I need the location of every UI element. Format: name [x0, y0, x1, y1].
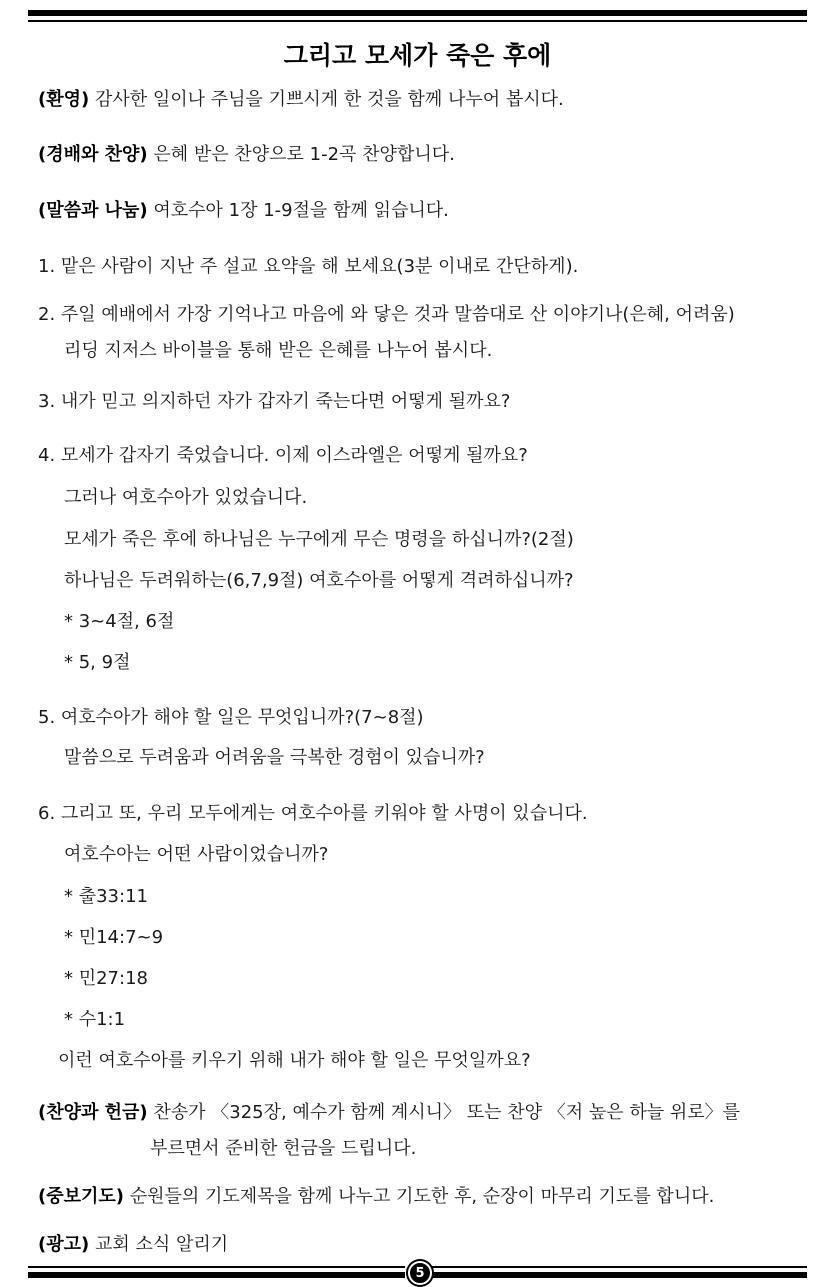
word-text: 여호수아 1장 1-9절을 함께 읽습니다.	[147, 200, 449, 221]
prayer-text: 순원들의 기도제목을 함께 나누고 기도한 후, 순장이 마무리 기도를 합니다.	[124, 1186, 715, 1207]
top-rule-thin	[28, 20, 807, 22]
question-6: 6. 그리고 또, 우리 모두에게는 여호수아를 키워야 할 사명이 있습니다.	[38, 803, 588, 824]
word-label: (말씀과 나눔)	[38, 200, 148, 221]
worship-label: (경배와 찬양)	[38, 144, 148, 165]
worship-line	[38, 144, 455, 166]
bottom-rule-thick-right	[430, 1272, 807, 1278]
question-2-cont: 리딩 지저스 바이블을 통해 받은 은혜를 나누어 봅시다.	[64, 340, 493, 361]
bottom-rule-thin-left	[28, 1266, 405, 1268]
question-6-line-f: 이런 여호수아를 키우기 위해 내가 해야 할 일은 무엇일까요?	[58, 1050, 531, 1071]
question-6-ref-b: * 민14:7~9	[64, 927, 164, 948]
welcome-label: (환영)	[38, 89, 90, 110]
question-1: 1. 맡은 사람이 지난 주 설교 요약을 해 보세요(3분 이내로 간단하게).	[38, 256, 579, 277]
question-5-line-a: 말씀으로 두려움과 어려움을 극복한 경험이 있습니까?	[64, 747, 485, 768]
bottom-rule-thick-left	[28, 1272, 405, 1278]
notice-text: 교회 소식 알리기	[89, 1234, 229, 1255]
prayer-line	[38, 1186, 714, 1208]
welcome-text: 감사한 일이나 주님을 기쁘시게 한 것을 함께 나누어 봅시다.	[89, 89, 564, 110]
praise-line	[38, 1102, 740, 1124]
question-6-ref-a: * 출33:11	[64, 886, 148, 907]
question-5: 5. 여호수아가 해야 할 일은 무엇입니까?(7~8절)	[38, 707, 424, 728]
welcome-line	[38, 89, 564, 111]
question-4: 4. 모세가 갑자기 죽었습니다. 이제 이스라엘은 어떻게 될까요?	[38, 445, 528, 466]
question-4-ref-b: * 5, 9절	[64, 652, 131, 673]
question-3: 3. 내가 믿고 의지하던 자가 갑자기 죽는다면 어떻게 될까요?	[38, 391, 511, 412]
question-4-ref-a: * 3~4절, 6절	[64, 611, 175, 632]
question-4-line-c: 하나님은 두려워하는(6,7,9절) 여호수아를 어떻게 격려하십니까?	[64, 570, 574, 591]
notice-line	[38, 1234, 228, 1256]
question-4-line-a: 그러나 여호수아가 있었습니다.	[64, 487, 308, 508]
question-6-ref-c: * 민27:18	[64, 968, 148, 989]
prayer-label: (중보기도)	[38, 1186, 125, 1207]
praise-label: (찬양과 헌금)	[38, 1102, 148, 1123]
page-number-badge: 5	[408, 1261, 432, 1285]
bottom-rule-thin-right	[430, 1266, 807, 1268]
page-title: 그리고 모세가 죽은 후에	[283, 41, 552, 70]
question-4-line-b: 모세가 죽은 후에 하나님은 누구에게 무슨 명령을 하십니까?(2절)	[64, 529, 574, 550]
worship-text: 은혜 받은 찬양으로 1-2곡 찬양합니다.	[147, 144, 455, 165]
top-rule-thick	[28, 10, 807, 16]
word-line	[38, 200, 449, 222]
question-6-ref-d: * 수1:1	[64, 1009, 126, 1030]
praise-text: 찬송가 〈325장, 예수가 함께 계시니〉 또는 찬양 〈저 높은 하늘 위로〉를	[147, 1102, 740, 1123]
question-2: 2. 주일 예배에서 가장 기억나고 마음에 와 닿은 것과 말씀대로 산 이야기나(은혜, 어려움)	[38, 304, 735, 325]
praise-line-cont: 부르면서 준비한 헌금을 드립니다.	[150, 1138, 417, 1159]
question-6-line-a: 여호수아는 어떤 사람이었습니까?	[64, 844, 329, 865]
notice-label: (광고)	[38, 1234, 90, 1255]
